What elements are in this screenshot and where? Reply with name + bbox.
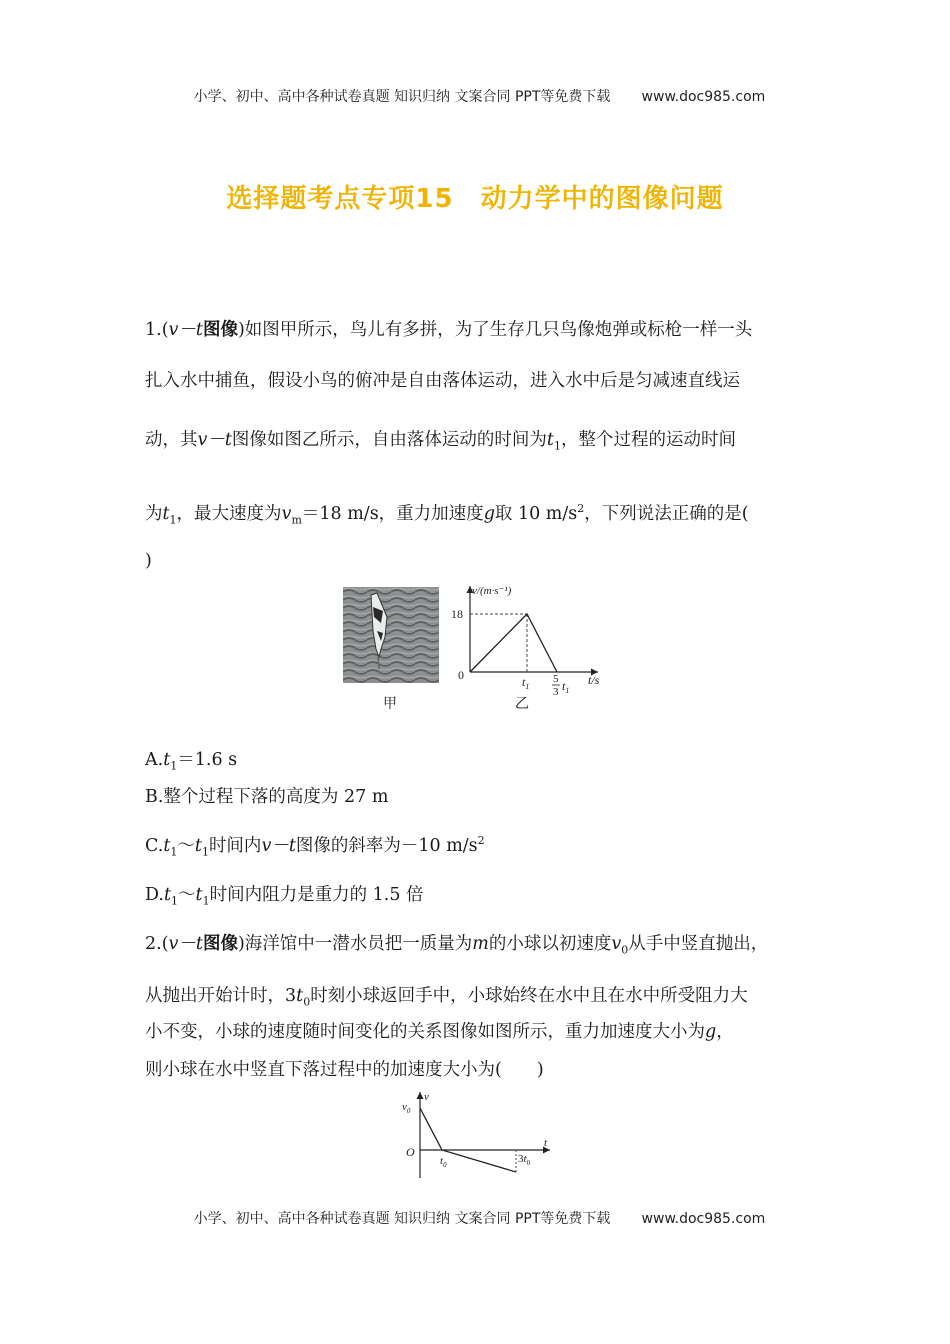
frac-num: 5 [553, 673, 559, 685]
q1-option-c[interactable]: $C.t_1\sim t_1$时间内v－t图像的斜率为－10 $m/s^2$ [145, 834, 485, 859]
q1-option-d[interactable]: $D.t_1\sim t_1$时间内阻力是重力的 1.5 倍 [145, 885, 424, 908]
velocity-line [420, 1108, 516, 1172]
x-tick-t1: $t_1$ [522, 675, 530, 691]
x-tick-frac-t1: $t_1$ [562, 679, 570, 695]
q1-line-2: 扎入水中捕鱼，假设小鸟的俯冲是自由落体运动，进入水中后是匀减速直线运 [145, 371, 740, 391]
fig1-caption-right: 乙 [515, 696, 529, 712]
y-axis-label: v/(m·s⁻¹) [472, 585, 512, 597]
x-axis-label: t/s [588, 673, 600, 687]
frac-den: 3 [553, 686, 559, 698]
header-site: www.doc985.com [641, 89, 766, 105]
q2-line-2: 从抛出开始计时，$3t_0$时刻小球返回手中，小球始终在水中且在水中所受阻力大 [145, 986, 748, 1009]
footer-text: 小学、初中、高中各种试卷真题 知识归纳 文案合同 PPT等免费下载 [193, 1211, 611, 1227]
y-tick-18: 18 [451, 607, 463, 621]
header-text: 小学、初中、高中各种试卷真题 知识归纳 文案合同 PPT等免费下载 [193, 89, 611, 105]
page-header [0, 70, 950, 106]
origin-label: 0 [458, 668, 464, 682]
q1-option-a[interactable]: $A.t_1=1.6$ s [145, 750, 238, 773]
q1-line-1: 1.(v－t图像)如图甲所示，鸟儿有多拼，为了生存几只鸟像炮弹或标枪一样一头 [145, 320, 753, 340]
v0-label: $v_0$ [402, 1101, 411, 1115]
t0-label: $t_0$ [440, 1155, 447, 1169]
t-axis-label: t [544, 1137, 548, 1149]
origin-label: O [406, 1145, 415, 1159]
velocity-line [470, 614, 557, 672]
q1-line-5: ) [145, 551, 152, 571]
q1-line-4: 为$t_1$，最大速度为$v_m=18$ m/s，重力加速度g取 10 $m/s^2$，下列说法正确的是( [145, 502, 749, 527]
t3-label: $3t_0$ [518, 1153, 531, 1167]
q2-line-4: 则小球在水中竖直下落过程中的加速度大小为( ) [145, 1060, 544, 1080]
q2-vt-graph [398, 1088, 563, 1180]
q2-line-1: 2.(v－t图像)海洋馆中一潜水员把一质量为m的小球以初速度$v_0$从手中竖直抛出， [145, 934, 769, 957]
q1-line-3: 动，其v－t图像如图乙所示，自由落体运动的时间为$t_1$，整个过程的运动时间 [145, 430, 736, 453]
q2-line-3: 小不变，小球的速度随时间变化的关系图像如图所示，重力加速度大小为g， [145, 1022, 734, 1042]
fig1-caption-left: 甲 [383, 696, 397, 712]
footer-site: www.doc985.com [641, 1211, 766, 1227]
v-axis-label: v [424, 1091, 429, 1103]
page-title: 选择题考点专项15 动力学中的图像问题 [226, 184, 724, 214]
page-footer [0, 1192, 950, 1228]
bird-photo [343, 587, 439, 683]
q1-vt-graph [450, 580, 620, 700]
q1-option-b[interactable]: B.整个过程下落的高度为 27 m [145, 787, 389, 807]
